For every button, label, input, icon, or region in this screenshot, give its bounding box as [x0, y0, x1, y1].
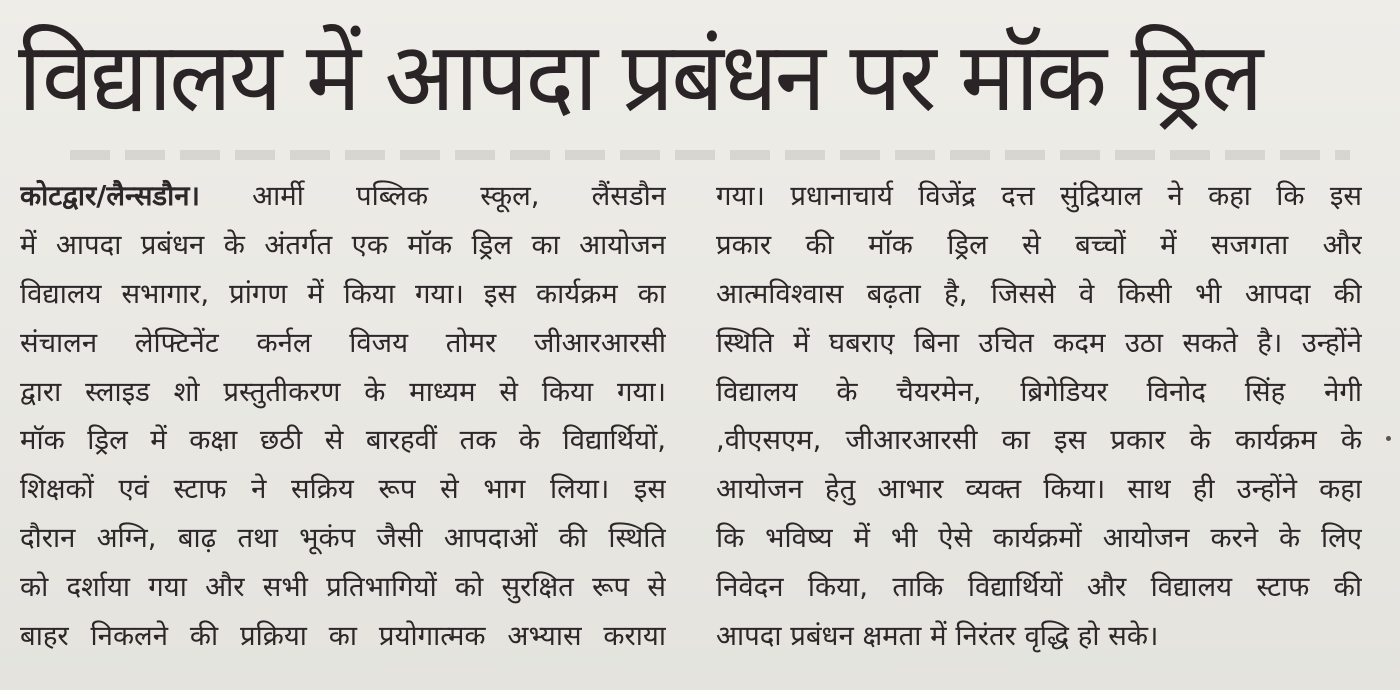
body-line: मॉक ड्रिल में कक्षा छठी से बारहवीं तक के विद्यार्थियों, — [20, 424, 666, 457]
article-column-left — [20, 172, 666, 661]
dateline: कोटद्वार/लैन्सडौन। — [20, 180, 200, 212]
body-line: द्वारा स्लाइड शो प्रस्तुतीकरण के माध्यम से किया गया। — [20, 375, 666, 408]
body-line: विद्यालय के चैयरमेन, ब्रिगेडियर विनोद सिंह नेगी — [716, 375, 1362, 408]
body-line: को दर्शाया गया और सभी प्रतिभागियों को सुरक्षित रूप से — [20, 571, 666, 604]
body-line: दौरान अग्नि, बाढ़ तथा भूकंप जैसी आपदाओं की स्थिति — [20, 522, 666, 555]
ink-dot — [1386, 436, 1391, 441]
body-line: आत्मविश्वास बढ़ता है, जिससे वे किसी भी आपदा की — [716, 277, 1362, 310]
body-line: निवेदन किया, ताकि विद्यार्थियों और विद्यालय स्टाफ की — [716, 571, 1362, 604]
body-line: शिक्षकों एवं स्टाफ ने सक्रिय रूप से भाग लिया। इस — [20, 473, 666, 506]
body-line: स्थिति में घबराए बिना उचित कदम उठा सकते है। उन्होंने — [716, 326, 1362, 359]
body-line: आयोजन हेतु आभार व्यक्त किया। साथ ही उन्होंने कहा — [716, 473, 1362, 506]
body-line: आपदा प्रबंधन क्षमता में निरंतर वृद्धि हो सके। — [716, 620, 1159, 653]
body-line: प्रकार की मॉक ड्रिल से बच्चों में सजगता और — [716, 228, 1362, 261]
body-line: बाहर निकलने की प्रक्रिया का प्रयोगात्मक अभ्यास कराया — [20, 620, 666, 653]
body-line: ,वीएसएम, जीआरआरसी का इस प्रकार के कार्यक्रम के — [716, 424, 1362, 457]
body-line: विद्यालय सभागार, प्रांगण में किया गया। इस कार्यक्रम का — [20, 277, 666, 310]
article-column-right — [716, 172, 1362, 661]
headline: विद्यालय में आपदा प्रबंधन पर मॉक ड्रिल — [18, 21, 1261, 133]
body-line: गया। प्रधानाचार्य विजेंद्र दत्त सुंद्रियाल ने कहा कि इस — [716, 180, 1362, 212]
print-bleed-through — [70, 150, 1350, 160]
body-line: में आपदा प्रबंधन के अंतर्गत एक मॉक ड्रिल का आयोजन — [20, 228, 666, 261]
body-line: कि भविष्य में भी ऐसे कार्यक्रमों आयोजन करने के लिए — [716, 522, 1362, 555]
body-line: कोटद्वार/लैन्सडौन। आर्मी पब्लिक स्कूल, लैंसडौन — [20, 180, 666, 212]
body-line: संचालन लेफ्टिनेंट कर्नल विजय तोमर जीआरआरसी — [20, 326, 666, 359]
